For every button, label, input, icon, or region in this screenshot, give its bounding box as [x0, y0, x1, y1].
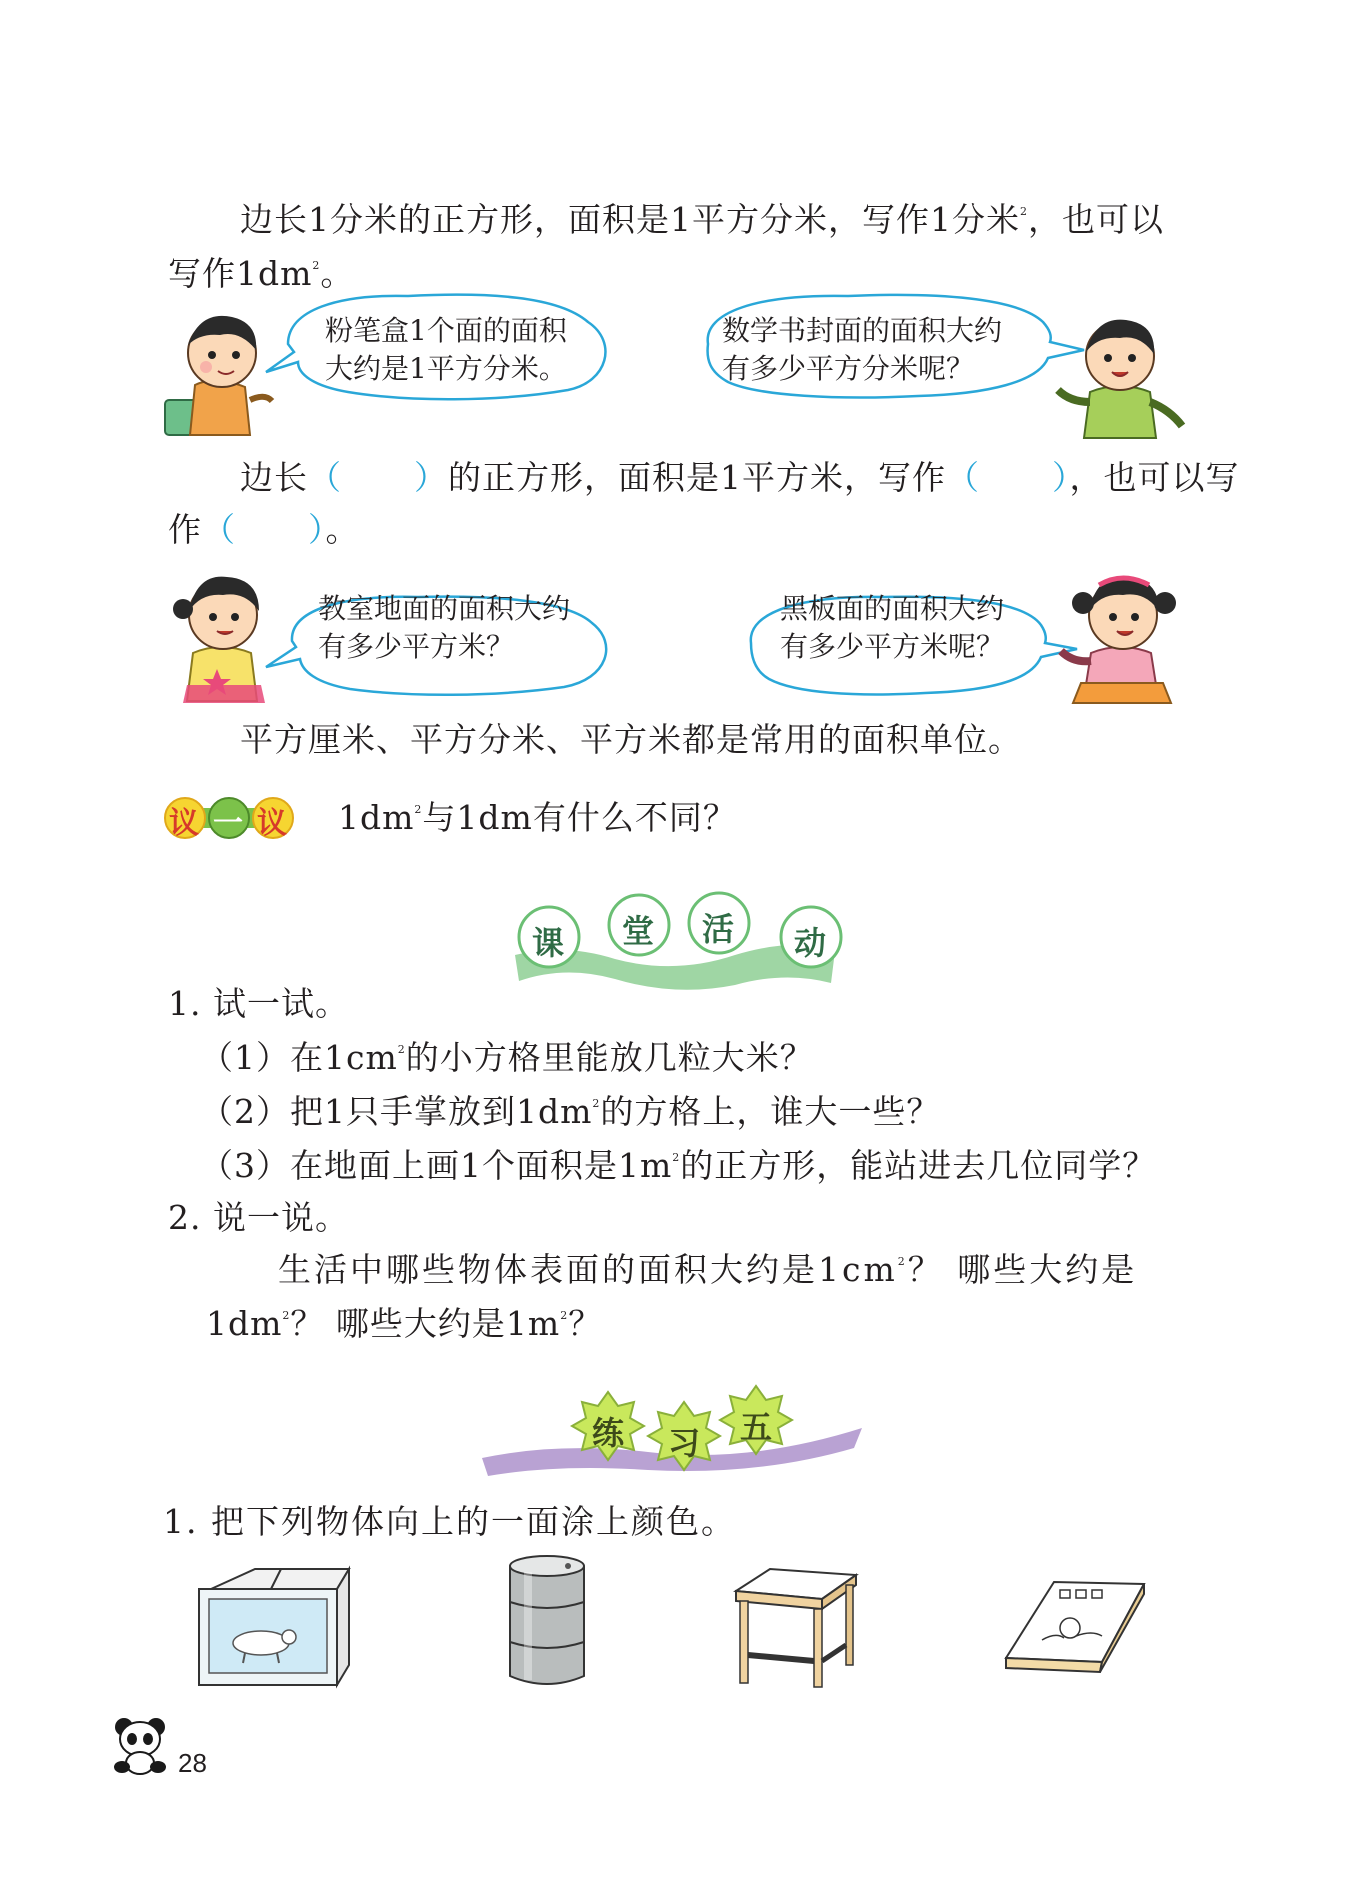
activity-1-item-1-a: （1）在1cm — [200, 1038, 398, 1077]
activity-banner-char-1: 课 — [532, 924, 565, 962]
activity-2-line-2-a: 1dm — [206, 1304, 283, 1343]
bubble-2-line-1: 数学书封面的面积大约 — [722, 314, 1003, 347]
activity-1-item-2-a: （2）把1只手掌放到1dm — [200, 1092, 593, 1131]
activity-banner-char-4: 动 — [794, 924, 827, 962]
activity-1-item-3-b: 的正方形，能站进去几位同学？ — [680, 1146, 1157, 1185]
blank-open: （ — [946, 458, 980, 497]
exercise-banner-char-1: 练 — [592, 1414, 625, 1452]
fill-line-1 — [240, 456, 1240, 500]
girl-pointing-illustration — [1055, 565, 1190, 705]
blank-open: （ — [202, 510, 236, 549]
intro-line-2-tail: 。 — [320, 254, 355, 293]
activity-1-item-3 — [200, 1144, 1156, 1188]
activity-2-line-2-b: ？ 哪些大约是1m — [290, 1304, 561, 1343]
superscript: 2 — [1020, 205, 1028, 218]
bubble-4-text — [780, 590, 1004, 666]
activity-1-heading: 1. 试一试。 — [168, 984, 349, 1023]
intro-line-1 — [240, 198, 1164, 242]
discuss-question-b: 与1dm有什么不同？ — [422, 798, 737, 837]
fill-text-2: 的正方形，面积是1平方米，写作 — [448, 458, 946, 497]
blank-close: ） — [414, 458, 448, 497]
exercise-banner-char-3: 五 — [740, 1408, 773, 1446]
activity-2-heading: 2. 说一说。 — [168, 1198, 349, 1237]
activity-1-item-1 — [200, 1036, 814, 1080]
superscript: 2 — [312, 259, 321, 272]
bubble-4-line-1: 黑板面的面积大约 — [780, 592, 1005, 625]
bubble-2-text — [722, 312, 1002, 388]
intro-line-2-text: 写作1dm — [168, 254, 313, 293]
discuss-tag-char-1: 议 — [169, 806, 199, 841]
intro-line-1-tail: ，也可以 — [1028, 200, 1164, 239]
fill-line-2 — [168, 508, 360, 552]
activity-2-line-2 — [206, 1302, 602, 1346]
activity-1-item-2 — [200, 1090, 940, 1134]
discuss-tag-char-3: 议 — [257, 806, 287, 841]
bubble-1-line-1: 粉笔盒1个面的面积 — [325, 314, 567, 347]
fill-text-5: 。 — [325, 510, 360, 549]
boy-pointing-illustration — [1050, 310, 1190, 440]
bubble-1-line-2: 大约是1平方分米。 — [325, 352, 567, 385]
fill-text-4: 作 — [168, 510, 202, 549]
page-number: 28 — [178, 1748, 207, 1778]
activity-2-line-1-a: 生活中哪些物体表面的面积大约是1cm — [278, 1250, 898, 1289]
activity-2-line-2-c: ？ — [568, 1304, 603, 1343]
bubble-3-text — [318, 590, 570, 666]
bubble-4-line-2: 有多少平方米呢？ — [780, 630, 1005, 663]
bubble-3-line-1: 教室地面的面积大约 — [318, 592, 571, 625]
blank-close: ） — [1052, 458, 1070, 497]
fill-text-3: ，也可以写 — [1069, 458, 1240, 497]
stool-illustration[interactable] — [730, 1565, 860, 1690]
discuss-question — [338, 796, 737, 840]
blank-close: ） — [308, 510, 326, 549]
activity-banner-char-2: 堂 — [622, 912, 655, 950]
activity-1-item-3-a: （3）在地面上画1个面积是1m — [200, 1146, 673, 1185]
panda-icon — [110, 1715, 172, 1777]
discuss-tag — [163, 796, 295, 840]
superscript: 2 — [560, 1309, 569, 1322]
activity-banner-char-3: 活 — [702, 910, 735, 948]
superscript: 2 — [414, 803, 423, 816]
bubble-2-line-2: 有多少平方分米呢？ — [722, 352, 975, 385]
fill-text-1: 边长 — [240, 458, 308, 497]
activity-2-line-1-b: ？ 哪些大约是 — [907, 1250, 1138, 1289]
exercise-banner-char-2: 习 — [668, 1424, 701, 1462]
discuss-tag-char-2: 一 — [213, 806, 243, 841]
superscript: 2 — [397, 1043, 406, 1056]
superscript: 2 — [592, 1097, 601, 1110]
superscript: 2 — [672, 1151, 681, 1164]
superscript: 2 — [897, 1255, 908, 1268]
freezer-illustration[interactable] — [195, 1565, 355, 1690]
intro-line-1-text: 边长1分米的正方形，面积是1平方分米，写作1分米 — [240, 200, 1020, 239]
barrel-illustration[interactable] — [502, 1552, 592, 1692]
activity-1-item-2-b: 的方格上，谁大一些？ — [600, 1092, 941, 1131]
activity-2-line-1 — [278, 1248, 1137, 1292]
book-illustration[interactable] — [1002, 1578, 1147, 1683]
activity-1-item-1-b: 的小方格里能放几粒大米？ — [405, 1038, 814, 1077]
blank-open: （ — [308, 458, 342, 497]
bubble-3-line-2: 有多少平方米？ — [318, 630, 515, 663]
superscript: 2 — [282, 1309, 291, 1322]
exercise-question-1: 1. 把下列物体向上的一面涂上颜色。 — [163, 1502, 736, 1541]
bubble-1-text — [325, 312, 567, 388]
discuss-question-a: 1dm — [338, 798, 415, 837]
units-sentence: 平方厘米、平方分米、平方米都是常用的面积单位。 — [240, 720, 1022, 759]
